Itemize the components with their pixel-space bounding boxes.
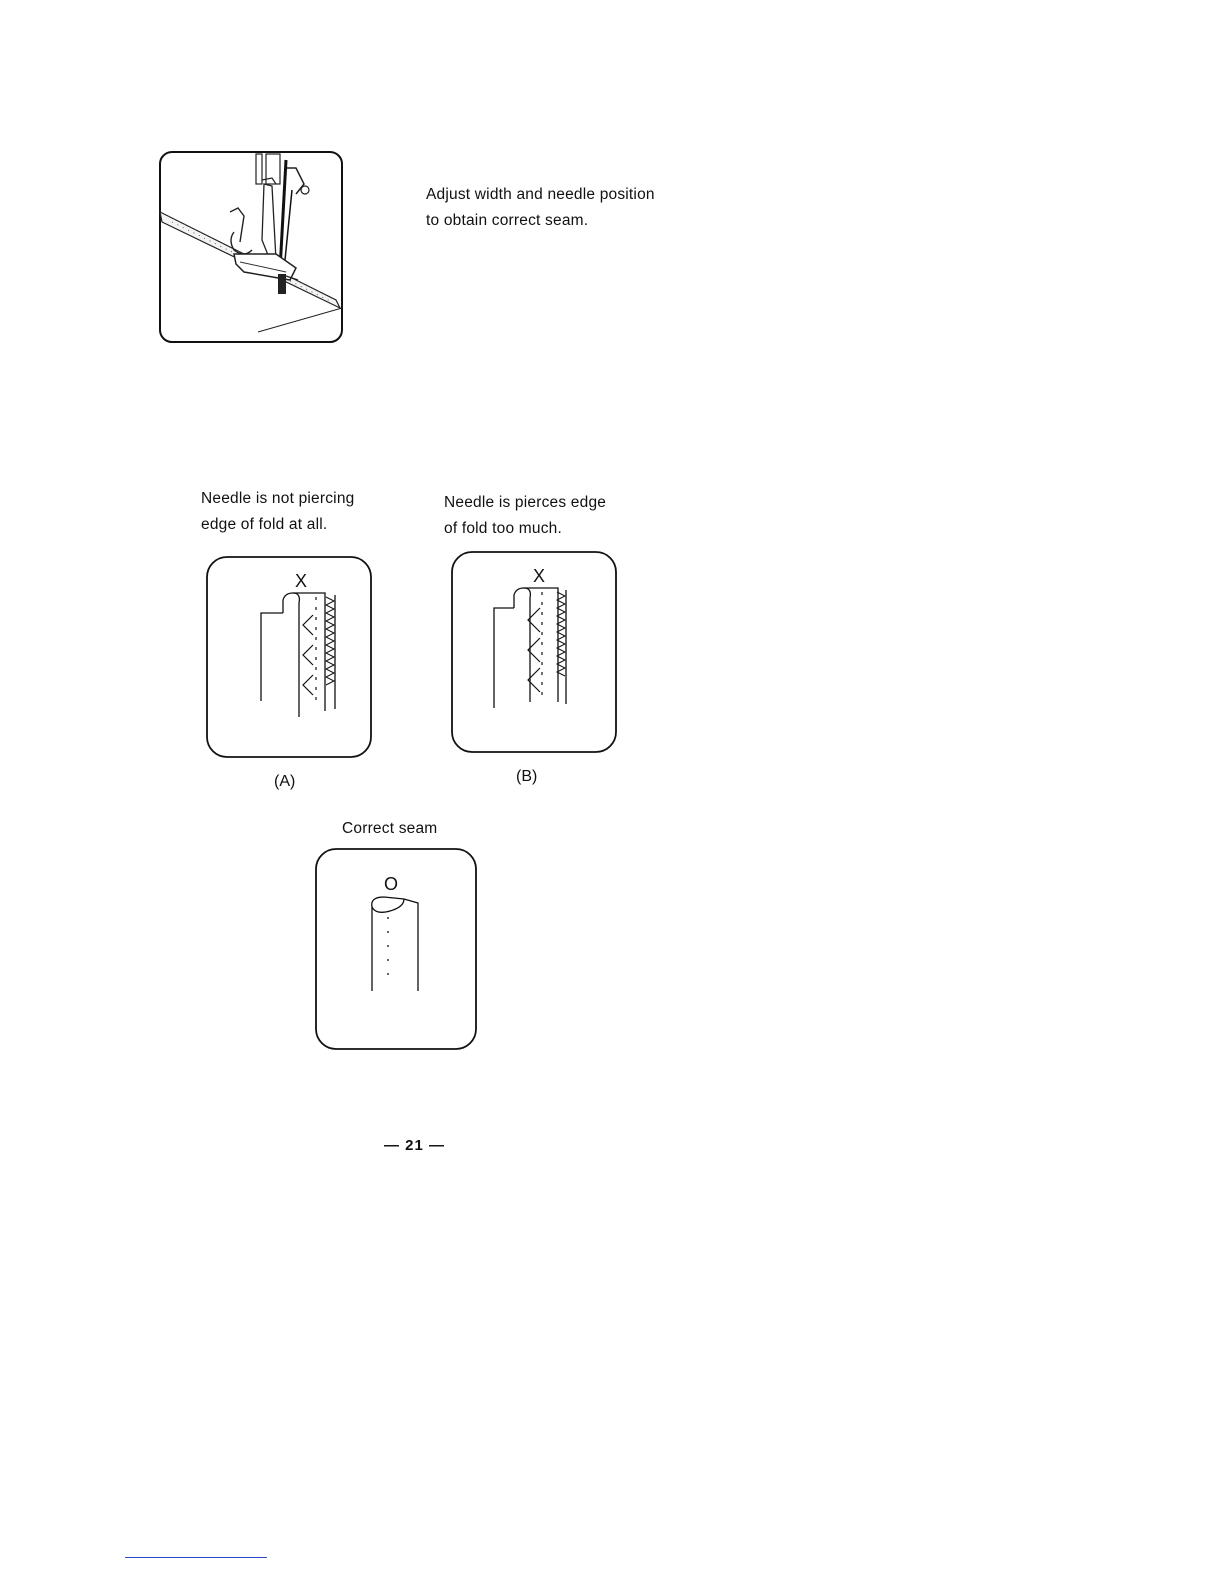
figure-c-heading: Correct seam [342, 820, 438, 837]
figure-b-mark: X [532, 566, 546, 586]
figure-b-diagram [450, 550, 618, 754]
figure-b-caption: (B) [516, 768, 538, 785]
page-number: — 21 — [384, 1137, 446, 1154]
sewing-foot-icon [158, 150, 346, 346]
figure-a-caption: (A) [274, 773, 296, 790]
figure-a-heading-line-1: Needle is not piercing [201, 490, 355, 507]
figure-a-diagram [205, 555, 373, 759]
figure-a-heading-line-2: edge of fold at all. [201, 516, 328, 533]
figure-c-diagram [314, 847, 480, 1053]
figure-a-mark: X [294, 571, 308, 591]
sewing-foot-illustration [158, 150, 346, 346]
intro-line-1: Adjust width and needle position [426, 186, 655, 203]
figure-b-heading-line-2: of fold too much. [444, 520, 562, 537]
figure-c-mark: O [383, 874, 399, 894]
footer-rule [125, 1557, 267, 1558]
figure-b-heading-line-1: Needle is pierces edge [444, 494, 607, 511]
intro-line-2: to obtain correct seam. [426, 212, 589, 229]
